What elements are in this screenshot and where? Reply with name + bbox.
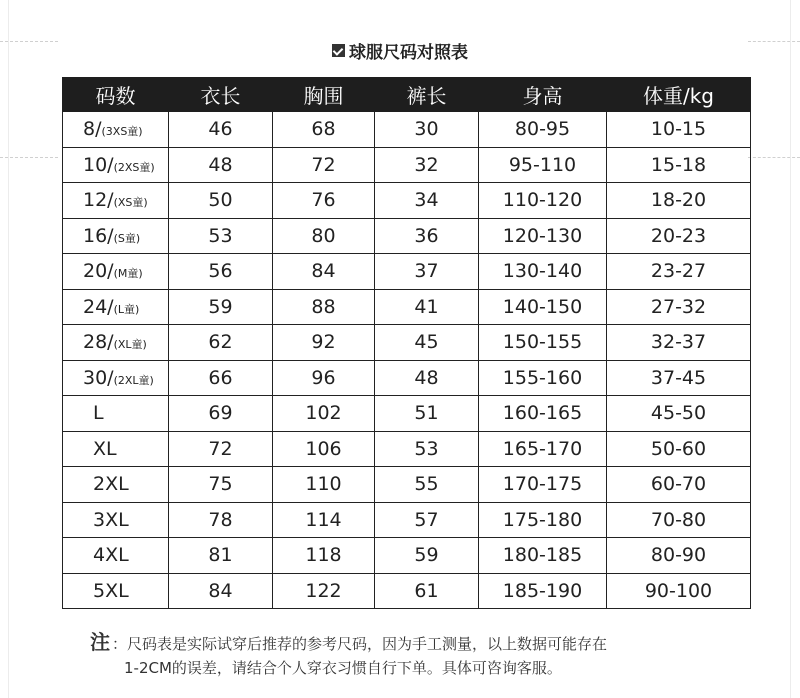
chest-cell: 80 [273,218,375,254]
table-row [63,325,751,361]
chest-cell: 96 [273,360,375,396]
length-cell: 69 [169,396,273,432]
height-cell: 80-95 [479,112,607,148]
pants-cell: 30 [375,112,479,148]
weight-cell: 27-32 [607,289,751,325]
table-row [63,147,751,183]
column-header: 体重/kg [607,78,751,112]
weight-cell: 20-23 [607,218,751,254]
size-label: 16/ [83,224,114,247]
size-cell [63,538,169,574]
weight-cell: 80-90 [607,538,751,574]
length-cell: 84 [169,573,273,609]
size-sub-label: (2XL童) [113,373,154,387]
weight-cell: 90-100 [607,573,751,609]
table-row [63,396,751,432]
column-header: 身高 [479,78,607,112]
size-sub-label: (L童) [113,302,140,316]
size-cell [63,502,169,538]
size-label: 20/ [83,260,114,283]
size-label: XL [93,437,117,460]
size-cell [63,147,169,183]
size-cell [63,431,169,467]
weight-cell: 50-60 [607,431,751,467]
size-cell [63,112,169,148]
size-sub-label: (S童) [113,231,141,245]
size-sub-label: (M童) [113,267,143,281]
height-cell: 160-165 [479,396,607,432]
table-row [63,289,751,325]
weight-cell: 10-15 [607,112,751,148]
size-cell [63,467,169,503]
chest-cell: 122 [273,573,375,609]
height-cell: 130-140 [479,254,607,290]
size-label: 24/ [83,295,114,318]
weight-cell: 15-18 [607,147,751,183]
table-row [63,112,751,148]
weight-cell: 60-70 [607,467,751,503]
size-label: 8/ [83,118,102,141]
size-chart-table [62,77,751,609]
pants-cell: 41 [375,289,479,325]
table-row [63,573,751,609]
height-cell: 140-150 [479,289,607,325]
chest-cell: 84 [273,254,375,290]
column-header: 裤长 [375,78,479,112]
length-cell: 56 [169,254,273,290]
weight-cell: 32-37 [607,325,751,361]
weight-cell: 37-45 [607,360,751,396]
pants-cell: 45 [375,325,479,361]
table-row [63,538,751,574]
chest-cell: 88 [273,289,375,325]
size-sub-label: (XL童) [113,338,147,352]
length-cell: 75 [169,467,273,503]
length-cell: 48 [169,147,273,183]
chest-cell: 76 [273,183,375,219]
table-header-row [63,78,751,112]
table-row [63,254,751,290]
size-label: 2XL [93,473,129,496]
length-cell: 46 [169,112,273,148]
weight-cell: 70-80 [607,502,751,538]
page-title-text: 球服尺码对照表 [349,43,468,63]
length-cell: 78 [169,502,273,538]
size-cell [63,325,169,361]
size-cell [63,183,169,219]
size-label: 12/ [83,189,114,212]
chest-cell: 114 [273,502,375,538]
height-cell: 95-110 [479,147,607,183]
size-sub-label: (2XS童) [113,160,155,174]
weight-cell: 45-50 [607,396,751,432]
height-cell: 120-130 [479,218,607,254]
chest-cell: 110 [273,467,375,503]
chest-cell: 102 [273,396,375,432]
length-cell: 53 [169,218,273,254]
page-title [0,38,800,63]
column-header: 码数 [63,78,169,112]
column-header: 衣长 [169,78,273,112]
column-header: 胸围 [273,78,375,112]
checkbox-icon [332,44,345,57]
height-cell: 185-190 [479,573,607,609]
pants-cell: 57 [375,502,479,538]
pants-cell: 55 [375,467,479,503]
pants-cell: 37 [375,254,479,290]
size-sub-label: (XS童) [113,196,148,210]
height-cell: 180-185 [479,538,607,574]
chest-cell: 92 [273,325,375,361]
height-cell: 170-175 [479,467,607,503]
size-label: 30/ [83,366,114,389]
size-label: 28/ [83,331,114,354]
note-line-1: ：尺码表是实际试穿后推荐的参考尺码，因为手工测量，以上数据可能存在 [112,635,608,653]
height-cell: 165-170 [479,431,607,467]
height-cell: 110-120 [479,183,607,219]
size-label: 10/ [83,153,114,176]
pants-cell: 59 [375,538,479,574]
size-sub-label: (3XS童) [101,125,143,139]
height-cell: 175-180 [479,502,607,538]
dashed-guide [748,157,800,158]
chest-cell: 72 [273,147,375,183]
size-label: 3XL [93,508,129,531]
pants-cell: 51 [375,396,479,432]
length-cell: 50 [169,183,273,219]
page-border [790,0,791,698]
size-label: L [93,402,104,425]
length-cell: 81 [169,538,273,574]
length-cell: 62 [169,325,273,361]
pants-cell: 32 [375,147,479,183]
size-note [90,630,770,680]
table-row [63,502,751,538]
note-mark: 注 [90,630,110,654]
pants-cell: 48 [375,360,479,396]
length-cell: 72 [169,431,273,467]
size-label: 5XL [93,579,129,602]
size-label: 4XL [93,544,129,567]
height-cell: 150-155 [479,325,607,361]
size-cell [63,573,169,609]
table-row [63,218,751,254]
table-row [63,431,751,467]
table-row [63,467,751,503]
weight-cell: 18-20 [607,183,751,219]
size-cell [63,396,169,432]
pants-cell: 53 [375,431,479,467]
size-cell [63,254,169,290]
chest-cell: 68 [273,112,375,148]
size-cell [63,218,169,254]
size-cell [63,289,169,325]
note-line-2: 1-2CM的误差，请结合个人穿衣习惯自行下单。具体可咨询客服。 [124,659,562,677]
weight-cell: 23-27 [607,254,751,290]
length-cell: 66 [169,360,273,396]
pants-cell: 36 [375,218,479,254]
chest-cell: 118 [273,538,375,574]
length-cell: 59 [169,289,273,325]
table-row [63,183,751,219]
pants-cell: 61 [375,573,479,609]
page-border [8,0,9,698]
pants-cell: 34 [375,183,479,219]
chest-cell: 106 [273,431,375,467]
height-cell: 155-160 [479,360,607,396]
size-cell [63,360,169,396]
table-row [63,360,751,396]
